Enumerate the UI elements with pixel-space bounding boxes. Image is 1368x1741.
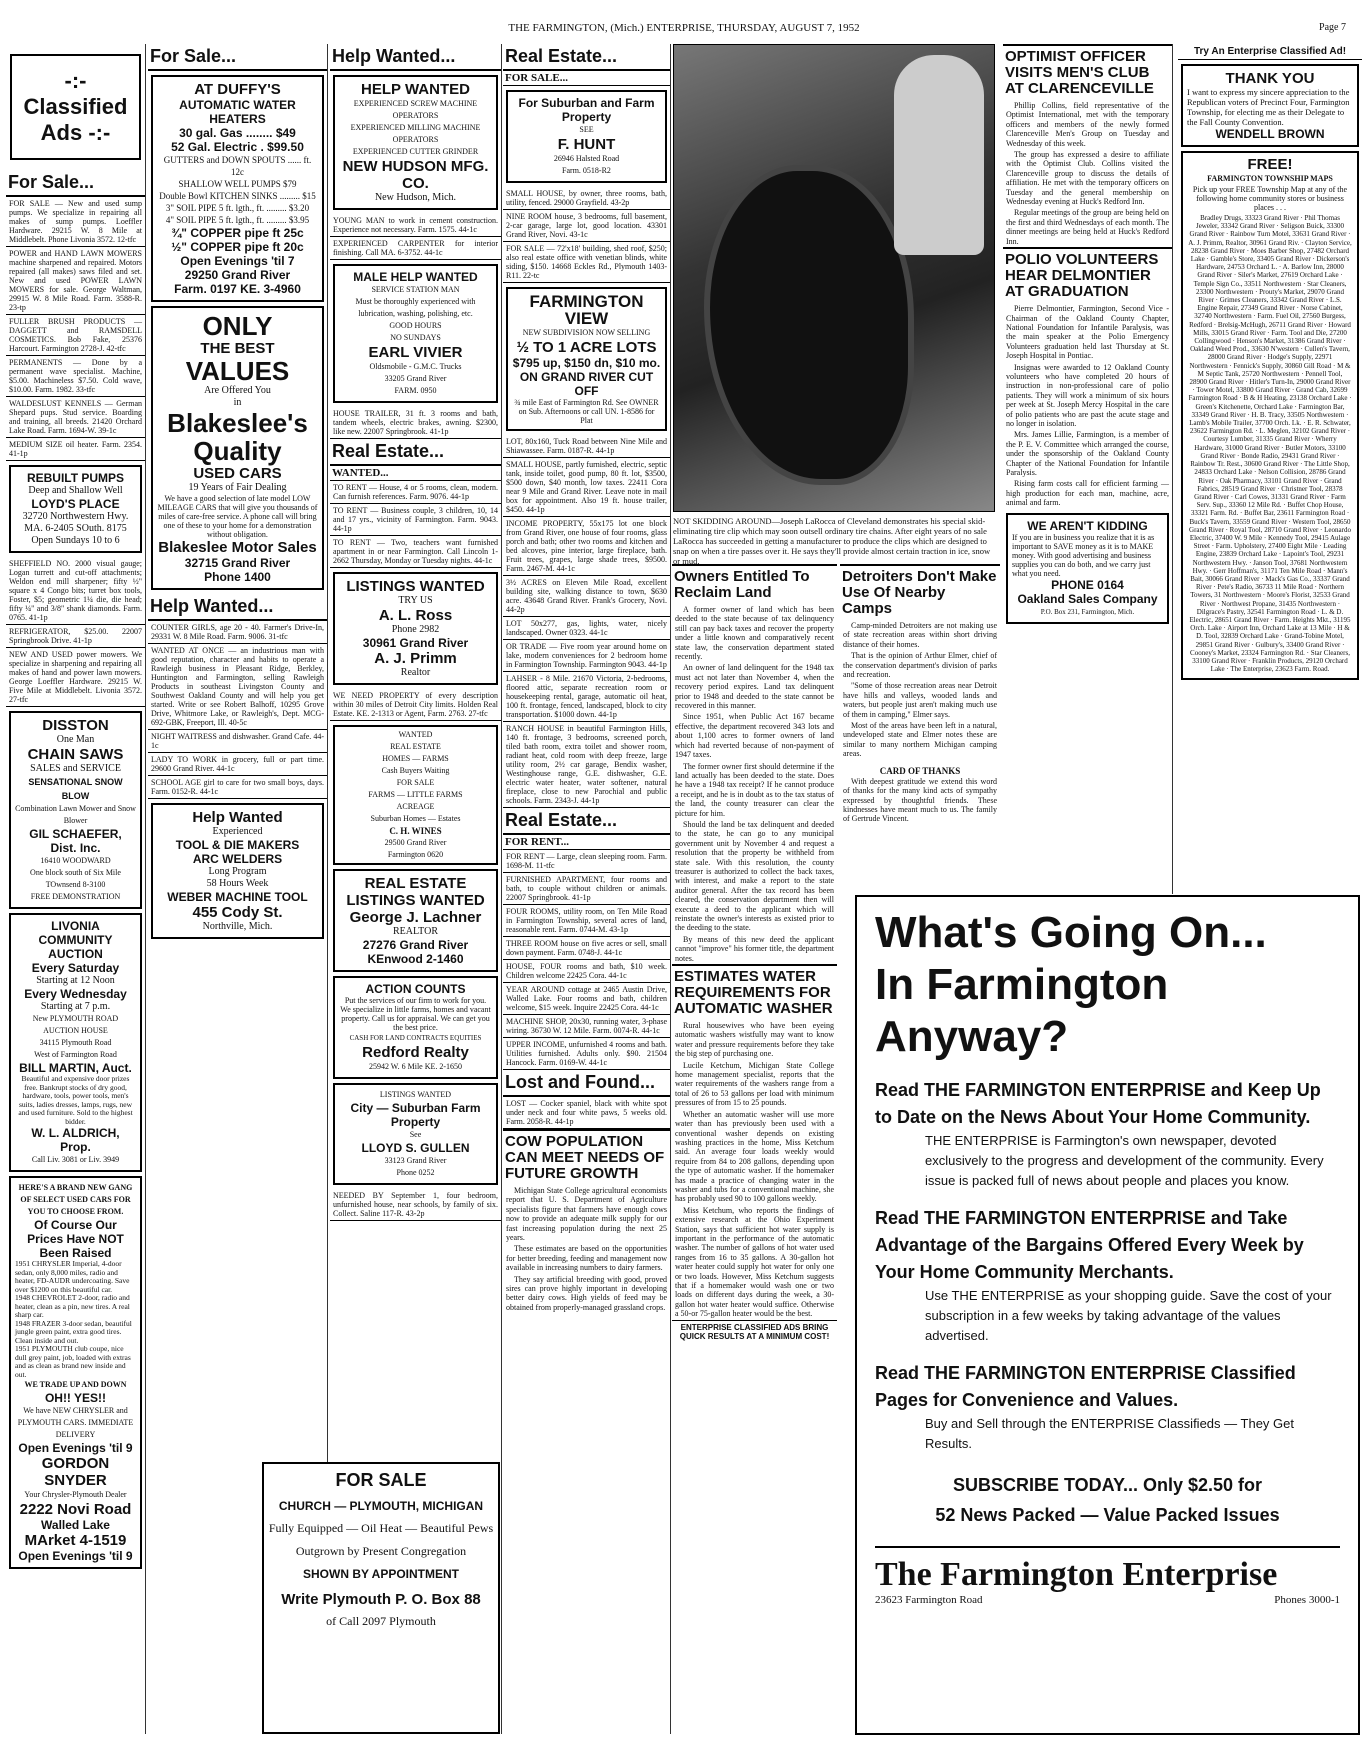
classified-ad: MACHINE SHOP, 20x30, running water, 3-phase wiring. 36730 W. 12 Mile. Farm. 0074-R. 44-1c [503,1015,670,1038]
classified-ad: LOT 50x277, gas, lights, water, nicely landscaped. Owner 0323. 44-1c [503,617,670,640]
classified-ad: YOUNG MAN to work in cement construction. Experience not necessary. Farm. 1575. 44-1c [330,214,501,237]
redford-realty-ad: ACTION COUNTS Put the services of our firm to work for you. We specialize in little farms, homes and vacant property. Call us for appraisal. We can get you the best price. CASH FOR LAND CONTRACTS EQUITIES Redford Realty 25942 W. 6 Mile KE. 2-1650 [333,976,498,1079]
card-of-thanks-text: With deepest gratitude we extend this word of thanks for the many kind acts of sympathy expressed by thoughtful friends. These kindnesses have meant much to us. The family of Gertrude Vincent. [843,776,997,824]
story-paragraph: These estimates are based on the opportunities for better breeding, feeding and management now available in increasing numbers to dairy farmers. [506,1244,667,1273]
masthead [0,22,1368,40]
real-estate-heading: Real Estate... [330,439,501,466]
classified-ad: SMALL HOUSE, by owner, three rooms, bath, utility, fenced. 29000 Grayfield. 43-2p [503,187,670,210]
tire-clip-photo [673,44,995,512]
classified-ad: POWER and HAND LAWN MOWERS machine sharpened and repaired. Motors repaired (all makes) saws filed and set. New and used POWER LAWN MOWERS for sale. George Waltman, 29915 W. 8 Mile Road. Farm. 3588-R. 23-tp [6,247,145,315]
wgo-title-2: In Farmington Anyway? [875,960,1169,1061]
cow-population-story [503,1129,670,1313]
classified-ad: NINE ROOM house, 3 bedrooms, full basement, 2-car garage, large lot, good location. 43301 Grand River, Novi. 43-1c [503,210,670,242]
story-paragraph: Whether an automatic washer will use more water than has previously been used with a conventional washer depends on existing washing practices in the home, Miss Ketchum said. An average four loads weekly would require from 84 to 208 gallons, depending upon the type of automatic washer. If the homemaker has made a practice of changing water in the washer and tubs for a conventional machine, she has probably used 90 to 100 gallons weekly. [675,1109,834,1204]
classified-ad: LOST — Cocker spaniel, black with white spot under neck and four white paws, 5 weeks old. Farm. 2058-R. 44-1p [503,1097,670,1129]
story-headline: OPTIMIST OFFICER VISITS MEN'S CLUB AT CLARENCEVILLE [1003,44,1172,100]
classified-ad: COUNTER GIRLS, age 20 - 40. Farmer's Drive-In, 29331 W. 8 Mile Road. Farm. 9006. 31-tfc [148,621,327,644]
store-list: Bradley Drugs, 33323 Grand River · Phil Thomas Jeweler, 33342 Grand River · Seligson Buick, 33300 Grand River · Rainbow Turn Motel, 33631 Grand River · A. J. Primm, Realtor, 30961 Grand Riv. · Clayton Service, 28238 Grand River · Moes Barber Shop, 27482 Orchard Lake · Gamble's Store, 33405 Grand River · Dickerson's Hardware, 24753 Orchard L. · A. Barlow Inn, 28000 Grand River · Siler's Market, 27619 Orchard Lake · Temple Sign Co., 33511 Northwestern · Star Cleaners, 23300 Northwestern · Prouty's Market, 29070 Grand River · Grimes Cleaners, 33342 Grand River · L.S. Engine Repair, 27349 Grand River · Norse Cabinet, 32740 Northwestern · Farm. Fuel Oil, 27560 Burgess, Redford · Brelsig-McHugh, 26711 Grand River · Howard Mills, 33015 Grand River · Farm. Tool and Die, 27200 Collingwood · Henson's Market, 31386 Grand River · Oakland Weed Prod., 33630 N'western · Cullen's Tavern, 28000 Grand River · Hodge's Supply, 22971 Northwestern · Fennick's Supply, 30860 Gill Road · M & M Septic Tank, 25720 Northwestern · Pennell Tool, 28900 Grand River · Hitler's Turn-In, 29000 Grand River · Tower Motel, 33800 Grand River · Grand Cab, 32699 Farmington Road · B & H Heating, 23138 Orchard Lake · Green's Kitchenette, Orchard Lake · Farmington Bar, 33349 Grand River · H. B. Tracy, 33505 Northwestern · Lamb's Mobile Trailer, 37700 Orch. Lk. · E. R. Schwater, 23622 Farmington Rd. · L. Meglen, 32102 Grand River · Courtesy Lumber, 31335 Grand River · Wherry Hardware, 31000 Grand River · Butler Motors, 33100 Grand River · Bonde Radio, 29431 Grand River · Rainbow Tr. Rest., 30600 Grand River · The Little Shop, 24833 Orchard Lake · Nelson Collision, 28786 Grand River · Oak Pharmacy, 33101 Grand River · Grand Fabrics, 28519 Grand River · Christner Tool, 28378 Grand River · Carl Cowes, 31331 Grand River · Farm Serv. Sup., 33360 12 Mile Rd. · Buffet Chop House, 33321 Farm. Rd. · Buffet Bar, 23611 Farmington Road · Buck's Tavern, 33559 Grand River · Western Tool, 28650 Grand River · Royal Tool, 28710 Grand River · Leonardo Electric, 37400 W. 9 Mile · Kennedy Tool, 29415 Aulage Street · Farm. Upholstery, 27400 Eight Mile · Leading Engine, 23839 Orchard Lake · Lapoint's Tool, 29231 Northwestern Hwy. · Janson Tool, 37681 Northwestern Hwy. · Gerr Hoffman's, 31171 Ten Mile Road · Mann's Bait, 30066 Grand River · Mack's Gas Co., 33337 Grand River · Pete's Radio, 36733 11 Mile Road · Northern Towers, 31 Northwestern · Moore's Florist, 32533 Grand River · Northwest Propane, 31435 Northwestern · Dilgrace's Pastry, 32541 Farmington Road · L. & D. Electric, 28651 Grand River · Farm. Heights Mkt., 31195 Orch. Lake · Airport Inn, Orchard Lake at 13 Mile · H & D. Tool, 32839 Orchard Lake · Grand-Tobine Motel, 29851 Grand River · Gulbury's, 33400 Grand River · Cooney's Market, 23324 Farmington Rd. · Star Cleaners, 33100 Grand River · Franklin Products, 29120 Orchard Lake · The Enterprise, 23623 Farm. Road. [1188,214,1352,674]
hunt-ad: For Suburban and Farm Property SEE F. HUNT 26946 Halsted Road Farm. 0518-R2 [506,90,667,183]
classified-ad: FOUR ROOMS, utility room, on Ten Mile Road in Farmington Township, several acres of land, reasonable rent. Farm. 0744-M. 43-1p [503,905,670,937]
column-real-estate [503,44,671,1734]
classified-ad: THREE ROOM house on five acres or sell, small down payment. Farm. 0748-J. 44-1c [503,937,670,960]
classified-ad: TO RENT — House, 4 or 5 rooms, clean, modern. Can furnish references. Farm. 9076. 44-1p [330,481,501,504]
enterprise-address: 23623 Farmington Road Phones 3000-1 [875,1594,1340,1606]
real-estate-heading: Real Estate... [503,808,670,835]
lachner-ad: REAL ESTATE LISTINGS WANTED George J. Lachner REALTOR 27276 Grand River KEnwood 2-1460 [333,869,498,972]
church-for-sale-ad: FOR SALE CHURCH — PLYMOUTH, MICHIGAN Fully Equipped — Oil Heat — Beautiful Pews Outgrown by Present Congregation SHOWN BY APPOINTMENT Write Plymouth P. O. Box 88 of Call 2097 Plymouth [262,1462,500,1734]
free-maps-ad: FREE! FARMINGTON TOWNSHIP MAPS Pick up your FREE Township Map at any of the following home community stores or business places . . . Bradley Drugs, 33323 Grand River · Phil Thomas Jeweler, 33342 Grand River · Seligson Buick, 33300 Grand River · Rainbow Turn Motel, 33631 Grand River · A. J. Primm, Realtor, 30961 Grand Riv. · Clayton Service, 28238 Grand River · Moes Barber Shop, 27482 Orchard Lake · Gamble's Store, 33405 Grand River · Dickerson's Hardware, 24753 Orchard L. · A. Barlow Inn, 28000 Grand River · Siler's Market, 27619 Orchard Lake · Temple Sign Co., 33511 Northwestern · Star Cleaners, 23300 Northwestern · Prouty's Market, 29070 Grand River · Grimes Cleaners, 33342 Grand River · L.S. Engine Repair, 27349 Grand River · Norse Cabinet, 32740 Northwestern · Farm. Fuel Oil, 27560 Burgess, Redford · Brelsig-McHugh, 26711 Grand River · Howard Mills, 33015 Grand River · Farm. Tool and Die, 27200 Collingwood · Henson's Market, 31386 Grand River · Oakland Weed Prod., 33630 N'western · Cullen's Tavern, 28000 Grand River · Hodge's Supply, 22971 Northwestern · Fennick's Supply, 30860 Gill Road · M & M Septic Tank, 25720 Northwestern · Pennell Tool, 28900 Grand River · Hitler's Turn-In, 29000 Grand River · Tower Motel, 33800 Grand River · Grand Cab, 32699 Farmington Road · B & H Heating, 23138 Orchard Lake · Green's Kitchenette, Orchard Lake · Farmington Bar, 33349 Grand River · H. B. Tracy, 33505 Northwestern · Lamb's Mobile Trailer, 37700 Orch. Lk. · E. R. Schwater, 23622 Farmington Rd. · L. Meglen, 32102 Grand River · Courtesy Lumber, 31335 Grand River · Wherry Hardware, 31000 Grand River · Butler Motors, 33100 Grand River · Bonde Radio, 29431 Grand River · Rainbow Tr. Rest., 30600 Grand River · The Little Shop, 24833 Orchard Lake · Nelson Collision, 28786 Grand River · Oak Pharmacy, 33101 Grand River · Grand Fabrics, 28519 Grand River · Christner Tool, 28378 Grand River · Carl Cowes, 31331 Grand River · Farm Serv. Sup., 33360 12 Mile Rd. · Buffet Chop House, 33321 Farm. Rd. · Buffet Bar, 23611 Farmington Road · Buck's Tavern, 33559 Grand River · Western Tool, 28650 Grand River · Royal Tool, 28710 Grand River · Leonardo Electric, 37400 W. 9 Mile · Kennedy Tool, 29415 Aulage Street · Farm. Upholstery, 27400 Eight Mile · Leading Engine, 23839 Orchard Lake · Lapoint's Tool, 29231 Northwestern Hwy. · Janson Tool, 37681 Northwestern Hwy. · Gerr Hoffman's, 31171 Ten Mile Road · Mann's Bait, 30066 Grand River · Mack's Gas Co., 33337 Grand River · Pete's Radio, 36733 11 Mile Road · Northern Towers, 31 Northwestern · Moore's Florist, 32533 Grand River · Northwest Propane, 31435 Northwestern · Dilgrace's Pastry, 32541 Farmington Road · L. & D. Electric, 28651 Grand River · Farm. Heights Mkt., 31195 Orch. Lake · Airport Inn, Orchard Lake at 13 Mile · H & D. Tool, 32839 Orchard Lake · Grand-Tobine Motel, 29851 Grand River · Gulbury's, 33400 Grand River · Cooney's Market, 23324 Farmington Rd. · Star Cleaners, 33100 Grand River · Franklin Products, 29120 Orchard Lake · The Enterprise, 23623 Farm. Road. [1181,151,1359,680]
wanted-subheading: WANTED... [330,466,501,481]
story-paragraph: They say artificial breeding with good, proved sires can prove highly important in developing better dairy cows. High yields of feed may be obtained from properly-managed grassland crops. [506,1274,667,1312]
classified-ad: WANTED AT ONCE — an industrious man with good reputation, character and habits to operate a Rawleigh business in Pleasant Ridge, Berkley, Huntington and Farmington, selling Rawleigh Products in southeast Livingston County and Southwest Oakland County and will help you get started. Write or see Robert Balhoff, 10295 Grove Drive, Whitmore Lake, or Rawleigh's, Dept. MCG-692-GBK, Freeport, Ill. 40-5c [148,644,327,730]
story-paragraph: Rising farm costs call for efficient farming — high production for each man, machine, acre, animal and farm. [1006,479,1169,508]
classified-promo: ENTERPRISE CLASSIFIED ADS BRING QUICK RESULTS AT A MINIMUM COST! [672,1320,837,1343]
optimist-story [1003,44,1172,509]
story-paragraph: Pierre Delmontier, Farmington, Second Vice - Chairman of the Oakland County Chapter, National Foundation for Infantile Paralysis, was the main speaker at the Polio Emergency Volunteers graduation held last Thursday at St. Joseph Hospital in Pontiac. [1006,304,1169,361]
card-of-thanks-heading: CARD OF THANKS [879,765,961,776]
oakland-sales-ad: WE AREN'T KIDDING If you are in business you realize that it is as important to SAVE money as it is to MAKE money. With good advertising and business supplies you can do both, and we carry just what you need. PHONE 0164 Oakland Sales Company P.O. Box 231, Farmington, Mich. [1006,513,1169,624]
wgo-para: Read THE FARMINGTON ENTERPRISE Classified Pages for Convenience and Values. [875,1363,1296,1410]
story-paragraph: The group has expressed a desire to affiliate with the Optimist Club. Collins visited the Clarenceville group to discuss the details of affiliation. He met with the temporary officers on Tuesday and the general membership on Wednesday evening at Huck's Redford Inn. [1006,150,1169,207]
classified-ad: NEW AND USED power mowers. We specialize in sharpening and repairing all makes of hand and power lawn mowers. George Loeffler Hardware. 29215 W. Five Mile at Middlebelt. Livonia 3572. 27-tfc [6,648,145,707]
photo-caption: NOT SKIDDING AROUND—Joseph LaRocca of Cleveland demonstrates his special skid-eliminating tire clip which may soon outsell ordinary tire chains. After eight years of no sale LaRocca has succeeded in getting a manufacturer to produce the clips which are designed to snap on when a tire passes over it. He says they'll provide almost certain traction in ice, snow or mud. [673,516,991,566]
al-ross-ad: LISTINGS WANTED TRY US A. L. Ross Phone 2982 30961 Grand River A. J. Primm Realtor [333,572,498,685]
classified-ad: PERMANENTS — Done by a permanent wave specialist. Machine, $5.00. Machineless $7.50. Cold wave, $10.00. Farm. 1982. 33-tfc [6,356,145,397]
for-sale-heading: For Sale... [6,170,145,197]
classified-ad: NIGHT WAITRESS and dishwasher. Grand Cafe. 44-1c [148,730,327,753]
classified-ad: LOT, 80x160, Tuck Road between Nine Mile and Shiawassee. Farm. 0187-R. 44-1p [503,435,670,458]
blakeslee-ad: ONLY THE BEST VALUES Are Offered You in Blakeslee's Quality USED CARS 19 Years of Fair Dealing We have a good selection of late model LOW MILEAGE CARS that will give you thousands of miles of care-free service. A phone call will bring one of these to your home for a demonstration without obligation. Blakeslee Motor Sales 32715 Grand River Phone 1400 [151,306,324,590]
for-sale-subheading: FOR SALE... [503,71,670,86]
classified-ad: HOUSE TRAILER, 31 ft. 3 rooms and bath, tandem wheels, electric brakes, awning. $2300, like new. 22007 Springbrook. 41-1p [330,407,501,439]
story-paragraph: Rural housewives who have been eyeing automatic washers wistfully may want to know water and pressure requirements before they take the big step of purchasing one. [675,1021,834,1059]
story-paragraph: Camp-minded Detroiters are not making use of state recreation areas within short driving distance of their homes. [843,621,997,649]
wgo-sub: THE ENTERPRISE is Farmington's own newspaper, devoted exclusively to the progress and development of the community. Every issue is packed full of news about people and places you know. [925,1133,1324,1188]
classified-ad: EXPERIENCED CARPENTER for interior finishing. Call MA. 6-3752. 44-1c [330,237,501,260]
classified-ad: HOUSE, FOUR rooms and bath, $10 week. Children welcome 22425 Cora. 44-1c [503,960,670,983]
gullen-ad: LISTINGS WANTED City — Suburban Farm Property See LLOYD S. GULLEN 33123 Grand River Phone 0252 [333,1083,498,1185]
story-paragraph: Mrs. James Lillie, Farmington, is a member of the P. E. V. Committee which arranged the course, under the sponsorship of the Oakland County Chapter of the National Foundation for Infantile Paralysis. [1006,430,1169,477]
classified-ad: MEDIUM SIZE oil heater. Farm. 2354. 41-1p [6,438,145,461]
wgo-para: Read THE FARMINGTON ENTERPRISE and Keep Up to Date on the News About Your Home Community. [875,1080,1321,1127]
wines-ad: WANTED REAL ESTATE HOMES — FARMS Cash Buyers Waiting FOR SALE FARMS — LITTLE FARMS ACREAGE Suburban Homes — Estates C. H. WINES 29500 Grand River Farmington 0620 [333,725,498,865]
story-paragraph: The former owner first should determine if the land actually has been deeded to the state. Does he have a 1948 tax receipt? If he cannot produce a receipt, and he is in doubt as to the tax status of the land, the county treasurer can clear the picture for him. [675,761,834,818]
story-paragraph: Miss Ketchum, who reports the findings of extensive research at the Ohio Experiment Station, says that sufficient hot water supply is important in the performance of the automatic washer. The number of gallons of hot water used ranges from 16 to 35 gallons. A 30-gallon hot water heater could supply hot water for only one or two loads. However, Miss Ketchum suggests that if a homemaker would wash one or two loads on different days during the week, a 30-gallon hot water heater would suffice. Otherwise a 50-or 75-gallon heater would be the best. [675,1205,834,1319]
whats-going-on-ad [855,895,1360,1735]
farmington-view-ad: FARMINGTON VIEW NEW SUBDIVISION NOW SELLING ½ TO 1 ACRE LOTS $795 up, $150 dn, $10 mo. ON GRAND RIVER CUT OFF ¾ mile East of Farmington Rd. See OWNER on Sub. Afternoons or call UN. 1-8586 for Plat [506,287,667,431]
classified-ad: SHEFFIELD NO. 2000 visual gauge; Logan turrett and cut-off attachments; Weldon end mill sharpener; fifty ½" square x 4 Congo bits; turret box tools, Foster, $5; geometric 1¼ die, die head; fifty ¼" and 3/8" shank diamonds. Farm. 0765. 41-1p [6,557,145,625]
classified-ad: YEAR AROUND cottage at 2465 Austin Drive, Walled Lake. Four rooms and bath, children welcome, $15 week. Inquire 22425 Cora. 44-1c [503,983,670,1015]
classified-ad: FOR RENT — Large, clean sleeping room. Farm. 1698-M. 11-tfc [503,850,670,873]
classified-ad: SCHOOL AGE girl to care for two small boys, days. Farm. 0152-R. 44-1c [148,776,327,799]
enterprise-name: The Farmington Enterprise [875,1546,1340,1594]
man-graphic [894,55,984,255]
column-classified-1 [6,44,146,1734]
story-paragraph: "Some of those recreation areas near Detroit have hills and valleys, wooded lands and waters, but people just aren't making much use of them in camping," Elmer says. [843,681,997,719]
story-paragraph: Insignas were awarded to 12 Oakland County volunteers who have completed 20 hours of instruction in non-professional care of polio patients. They will work a minimum of six hours per week at St. Joseph Mercy Hospital in the care of polio patients who are past the acute stage and no longer in isolation. [1006,362,1169,428]
story-headline: Owners Entitled To Reclaim Land [672,564,837,604]
wgo-sub: Use THE ENTERPRISE as your shopping guide. Save the cost of your subscription in a few weeks by taking advantage of the values advertised. [925,1288,1332,1343]
try-classified-banner: Try An Enterprise Classified Ad! [1178,44,1362,60]
classified-ad: UPPER INCOME, unfurnished 4 rooms and bath. Utilities furnished. Adults only. $90. 21504 Hancock. Farm. 0169-W. 44-1c [503,1038,670,1070]
livonia-auction-ad: LIVONIA COMMUNITY AUCTION Every Saturday Starting at 12 Noon Every Wednesday Starting at 7 p.m. New PLYMOUTH ROAD AUCTION HOUSE 34115 Plymouth Road West of Farmington Road BILL MARTIN, Auct. Beautiful and expensive door prizes free. Bankrupt stocks of dry good, hardware, tools, power tools, men's suits, ladies dresses, lamps, rugs, new and used furniture. Sold to the highest bidder. W. L. ALDRICH, Prop. Call Liv. 3081 or Liv. 3949 [9,913,142,1172]
page-number: Page 7 [1319,22,1346,33]
camps-story [840,564,1000,825]
story-paragraph: Regular meetings of the group are being held on the first and third Wednesdays of each month. The dinner meetings are being held at Huck's Redford Inn. [1006,208,1169,246]
classified-ad: TO RENT — Two, teachers want furnished apartment in or near Farmington. Call Lincoln 1-2662 Thursday, Monday or Tuesday nights. 44-1c [330,536,501,568]
new-hudson-ad: HELP WANTED EXPERIENCED SCREW MACHINE OPERATORS EXPERIENCED MILLING MACHINE OPERATORS EXPERIENCED CUTTER GRINDER NEW HUDSON MFG. CO. New Hudson, Mich. [333,75,498,210]
classified-ad: REFRIGERATOR, $25.00. 22007 Springbrook Drive. 41-1p [6,625,145,648]
for-rent-subheading: FOR RENT... [503,835,670,850]
rebuilt-pumps-ad: REBUILT PUMPS Deep and Shallow Well LOYD'S PLACE 32720 Northwestern Hwy. MA. 6-2405 SOuth. 8175 Open Sundays 10 to 6 [9,465,142,553]
owners-land-story [672,564,837,1343]
story-paragraph: A former owner of land which has been deeded to the state because of tax delinquency still can pay back taxes and recover the property under a little known and comparatively recent state law, the conservation department stated recently. [675,605,834,662]
wgo-para: Read THE FARMINGTON ENTERPRISE and Take Advantage of the Bargains Offered Every Week by Your Home Community Merchants. [875,1208,1304,1282]
classified-ad: RANCH HOUSE in beautiful Farmington Hills, 140 ft. frontage, 3 bedrooms, screened porch, tiled bath room, extra toilet and shower room, radiant heat, cold room with deep freeze, large utility room, 2½ car garage, Bendix washer, Westinghouse range, G.E. dishwasher, G.E. electric water heater, water softener, natural fireplace, close to new Parochial and public schools. Farm. 2343-J. 44-1p [503,722,670,808]
story-paragraph: Lucile Ketchum, Michigan State College home management specialist, reports that the water requirements of the washers range from a total of 26 to 53 gallons per load with minimum pressures of from 15 to 25 pounds. [675,1060,834,1108]
gordon-snyder-ad: HERE'S A BRAND NEW GANG OF SELECT USED CARS FOR YOU TO CHOOSE FROM. Of Course Our Prices Have NOT Been Raised 1951 CHRYSLER Imperial, 4-door sedan, only 8,000 miles, radio and heater, FD-AUDR undercoating. Save over $1200 on this beautiful car. 1948 CHEVROLET 2-door, radio and heater, clean as a pin, new tires. A real sharp car. 1948 FRAZER 3-door sedan, beautiful jungle green paint, extra good tires. Clean inside and out. 1951 PLYMOUTH club coupe, nice dull grey paint, job, loaded with extras and as clean as brand new inside and out. WE TRADE UP AND DOWN OH!! YES!! We have NEW CHRYSLER and PLYMOUTH CARS. IMMEDIATE DELIVERY Open Evenings 'til 9 GORDON SNYDER Your Chrysler-Plymouth Dealer 2222 Novi Road Walled Lake MArket 4-1519 Open Evenings 'til 9 [9,1176,142,1569]
story-headline: POLIO VOLUNTEERS HEAR DELMONTIER AT GRADUATION [1003,247,1172,303]
story-paragraph: Phillip Collins, field representative of the Optimist International, met with the temporary officers and members of the newly formed Clarenceville Men's Group on Tuesday and Wednesday of this week. [1006,101,1169,148]
classified-ad: FURNISHED APARTMENT, four rooms and bath, to couple without children or animals. 22007 Springbrook. 41-1p [503,873,670,905]
classified-ad: OR TRADE — Five room year around home on lake, modern conveniences for 2 bedroom home in Farmington Township. Farmington 9043. 44-1p [503,640,670,672]
help-wanted-heading: Help Wanted... [330,44,501,71]
classified-ad: FULLER BRUSH PRODUCTS — DAGGETT and RAMSDELL COSMETICS. Bob Fake, 25376 Harcourt. Farmington 2728-J. 42-tfc [6,315,145,356]
classified-ad: LAHSER - 8 Mile. 21670 Victoria, 2-bedrooms, floored attic, separate recreation room or housekeeping rental, garage, automatic oil heat, 100 ft. frontage, fenced, landscaped, block to city transportation. $1000 down. 44-1p [503,672,670,722]
story-paragraph: Since 1951, when Public Act 167 became effective, the department recovered 343 lots and about 1,100 acres to former owners of land which had reverted because of non-payment of 1947 taxes. [675,712,834,760]
help-wanted-heading: Help Wanted... [148,594,327,621]
disston-ad: DISSTON One Man CHAIN SAWS SALES and SERVICE SENSATIONAL SNOW BLOW Combination Lawn Mower and Snow Blower GIL SCHAEFER, Dist. Inc. 16410 WOODWARD One block south of Six Mile TOwnsend 8-3100 FREE DEMONSTRATION [9,711,142,909]
thank-you-ad: THANK YOU I want to express my sincere appreciation to the Republican voters of Precinct Four, Farmington Township, for electing me as their Delegate to the Fall County Convention. WENDELL BROWN [1181,64,1359,147]
for-sale-heading: For Sale... [148,44,327,71]
story-paragraph: By means of this new deed the applicant cannot "improve" his former title, the department notes. [675,934,834,963]
classified-ad: FOR SALE — New and used sump pumps. We specialize in repairing all makes of sump pumps. Loeffler Hardware. 29215 W. 8 Mile at Middlebelt. Phone Livonia 3572. 12-tfc [6,197,145,247]
duffys-ad: AT DUFFY'S AUTOMATIC WATER HEATERS 30 gal. Gas ........ $49 52 Gal. Electric . $99.50 GUTTERS and DOWN SPOUTS ...... ft. 12c SHALLOW WELL PUMPS $79 Double Bowl KITCHEN SINKS ......... $15 3" SOIL PIPE 5 ft. lgth., ft. ......... $3.20 4" SOIL PIPE 5 ft. lgth., ft. ......... $3.95 ¾" COPPER pipe ft 25c ½" COPPER pipe ft 20c Open Evenings 'til 7 29250 Grand River Farm. 0197 KE. 3-4960 [151,75,324,302]
wgo-title-1: What's Going On... [875,908,1267,957]
story-paragraph: Should the land be tax delinquent and deeded to the state, he can go to any municipal government unit by November 4 and request a resolution that the property be withheld from state sale. With this resolution, the county treasurer is authorized to collect the back taxes, with interest, and make a report to the state auditor general. After the tax record has been cleared, the conservation department then will execute a deed to the applicant which will reinstate the owner's interests as existed prior to the deeding to the state. [675,819,834,933]
earl-vivier-ad: MALE HELP WANTED SERVICE STATION MAN Must be thoroughly experienced with lubrication, washing, polishing, etc. GOOD HOURS NO SUNDAYS EARL VIVIER Oldsmobile - G.M.C. Trucks 33205 Grand River FARM. 0950 [333,264,498,403]
classified-ad: INCOME PROPERTY, 55x175 lot one block from Grand River, one house of four rooms, glass porch and bath; other two rooms and kitchen and bed alcoves, pine interior, large fireplace, bath. Fruit trees, grapes, large shade trees, $9500. Farm. 2467-M. 44-1c [503,517,670,576]
classified-ad: WALDESLUST KENNELS — German Shepard pups. Stud service. Boarding and training, all breeds. 21420 Orchard Lake Road. Farm. 1694-W. 39-1c [6,397,145,438]
classified-ad: FOR SALE — 72'x18' building, shed roof, $250; also real estate office with venetian blinds, white siding, $150. 14668 Eckles Rd., Plymouth 1403-R11. 22-tc [503,242,670,283]
story-headline: ESTIMATES WATER REQUIREMENTS FOR AUTOMATIC WASHER [672,964,837,1020]
story-paragraph: Michigan State College agricultural economists report that U. S. Department of Agriculture specialists figure that farmers have enough cows now to provide an adequate milk supply for our fast increasing population during the next 25 years. [506,1186,667,1243]
tire-graphic [704,165,914,485]
lost-and-found-heading: Lost and Found... [503,1070,670,1097]
classified-ad: TO RENT — Business couple, 3 children, 10, 14 and 17 yrs., vicinity of Farmington. Farm. 9043. 44-1p [330,504,501,536]
classified-ad: NEEDED BY September 1, four bedroom, unfurnished house, near schools, by family of six. Collect. Saline 117-R. 43-2p [330,1189,501,1221]
masthead-title: THE FARMINGTON, (Mich.) ENTERPRISE, THURSDAY, AUGUST 7, 1952 [508,22,860,34]
classified-ad: LADY TO WORK in grocery, full or part time. 29600 Grand River. 44-1c [148,753,327,776]
right-column [1178,44,1362,894]
classified-ad: 3½ ACRES on Eleven Mile Road, excellent building site, walking distance to town, $630 acre. 43648 Grand River. Frank's Grocery, Novi. 44-2p [503,576,670,617]
classified-ad: WE NEED PROPERTY of every description within 30 miles of Detroit City limits. Holden Real Estate. KE. 2-1313 or Agent, Farm. 2763. 27-tfc [330,689,501,721]
classified-ads-title: -:- Classified Ads -:- [10,54,141,160]
subscribe-line-1: SUBSCRIBE TODAY... Only $2.50 for [952,1475,1263,1495]
classified-ad: SMALL HOUSE, partly furnished, electric, septic tank, inside toilet, good pump, 80 ft. lot, $3500, $500 down, $40 month, low taxes. 22411 Cora near 9 Mile and Grand River. Leave note in mail box for appointment. Also 19 ft. house trailer, $450. 44-1p [503,458,670,517]
weber-machine-tool-ad: Help Wanted Experienced TOOL & DIE MAKERS ARC WELDERS Long Program 58 Hours Week WEBER MACHINE TOOL 455 Cody St. Northville, Mich. [151,803,324,939]
story-paragraph: An owner of land delinquent for the 1948 tax must act not later than November 4, when the recovery period expires. Land tax delinquent prior to 1948 and deeded to the state cannot be recovered in this manner. [675,663,834,711]
real-estate-heading: Real Estate... [503,44,670,71]
story-headline: Detroiters Don't Make Use Of Nearby Camps [840,564,1000,620]
subscribe-line-2: 52 News Packed — Value Packed Issues [935,1505,1280,1525]
story-headline: COW POPULATION CAN MEET NEEDS OF FUTURE GROWTH [503,1129,670,1185]
news-column-right [1003,44,1173,894]
story-paragraph: Most of the areas have been left in a natural, undeveloped state and Elmer notes these are similar to many northern Michigan camping areas. [843,721,997,759]
wgo-sub: Buy and Sell through the ENTERPRISE Classifieds — They Get Results. [925,1416,1294,1451]
story-paragraph: That is the opinion of Arthur Elmer, chief of the conservation department's division of parks and recreation. [843,651,997,680]
